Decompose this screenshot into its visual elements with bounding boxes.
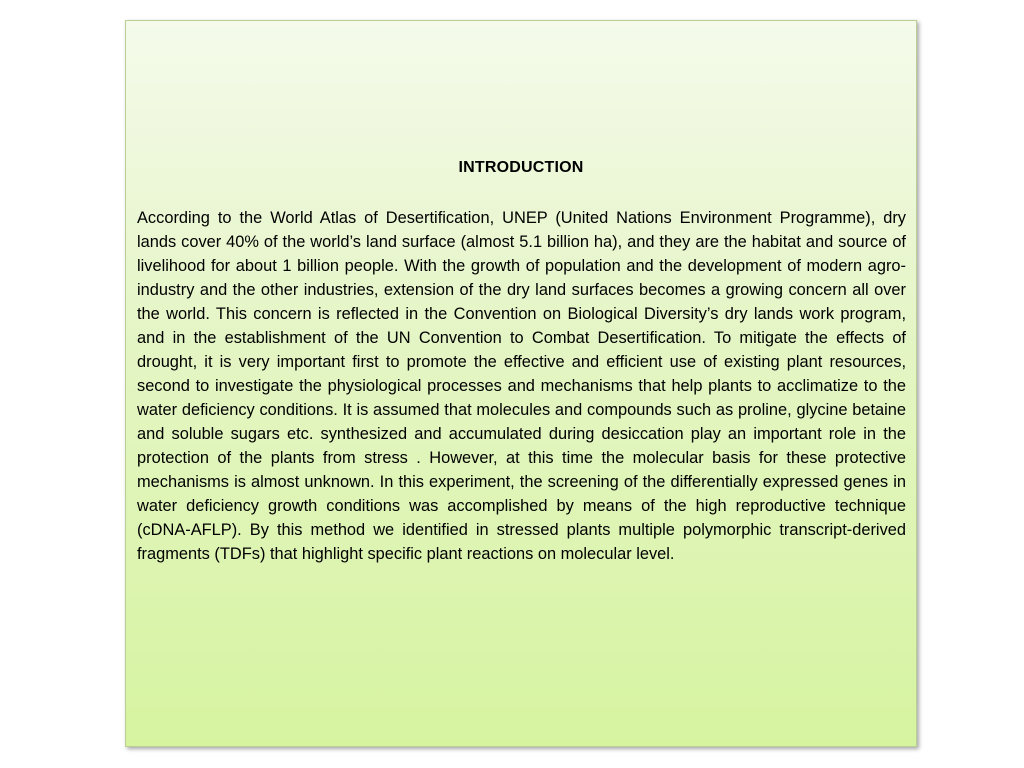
- text-panel: [125, 20, 917, 747]
- section-heading: INTRODUCTION: [458, 159, 584, 176]
- introduction-paragraph: According to the World Atlas of Desertification, UNEP (United Nations Environment Programme), dry lands cover 40% of the world’s land surface (almost 5.1 billion ha), and they are the habitat and source of livelihood for about 1 billion people. With the growth of population and the development of modern agro-industry and the other industries, extension of the dry land surfaces becomes a growing concern all over the world. This concern is reflected in the Convention on Biological Diversity’s dry lands work program, and in the establishment of the UN Convention to Combat Desertification. To mitigate the effects of drought, it is very important first to promote the effective and efficient use of existing plant resources, second to investigate the physiological processes and mechanisms that help plants to acclimatize to the water deficiency conditions. It is assumed that molecules and compounds such as proline, glycine betaine and soluble sugars etc. synthesized and accumulated during desiccation play an important role in the protection of the plants from stress . However, at this time the molecular basis for these protective mechanisms is almost unknown. In this experiment, the screening of the differentially expressed genes in water deficiency growth conditions was accomplished by means of the high reproductive technique (cDNA-AFLP). By this method we identified in stressed plants multiple polymorphic transcript-derived fragments (TDFs) that highlight specific plant reactions on molecular level.: [137, 209, 906, 563]
